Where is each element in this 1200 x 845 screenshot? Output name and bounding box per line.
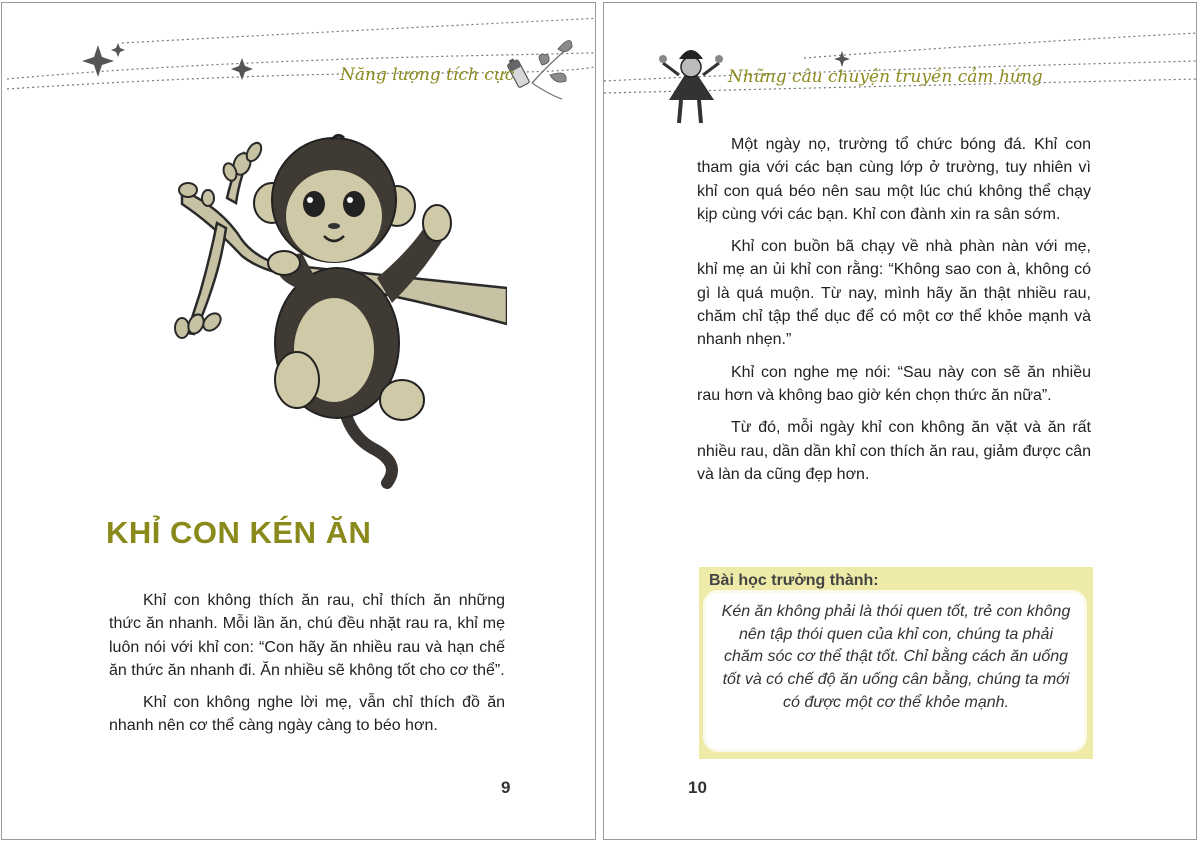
lesson-title: Bài học trưởng thành: bbox=[709, 572, 879, 589]
paragraph: Từ đó, mỗi ngày khỉ con không ăn vặt và ăn rất nhiều rau, dần dần khỉ con thích ăn rau, giảm được cân và làn da cũng đẹp hơn. bbox=[697, 419, 1091, 483]
paragraph: Khỉ con buồn bã chạy về nhà phàn nàn với mẹ, khỉ mẹ an ủi khỉ con rằng: “Không sao con à, không có gì là quá muộn. Từ nay, mình hãy ăn thật nhiều rau, chăm chỉ tập thể dục để có một cơ thể khỏe mạnh và nhanh nhẹn.” bbox=[697, 238, 1091, 349]
lesson-card bbox=[706, 593, 1084, 749]
right-page bbox=[603, 2, 1197, 840]
page-header: Những câu chuyện truyền cảm hứng bbox=[728, 67, 1043, 87]
left-page bbox=[1, 2, 596, 840]
lesson-text: Kén ăn không phải là thói quen tốt, trẻ con không nên tập thói quen của khỉ con, chúng ta phải chăm sóc cơ thể thật tốt. Chỉ bằng cách ăn uống tốt và có chế độ ăn uống cân bằng, chúng ta mới có được một cơ thể khỏe mạnh. bbox=[721, 603, 1071, 711]
paragraph: Một ngày nọ, trường tổ chức bóng đá. Khỉ con tham gia với các bạn cùng lớp ở trường, tuy nhiên vì khỉ con quá béo nên sau một lúc chú không thể chạy kịp cùng với các bạn. Khỉ con đành xin ra sân sớm. bbox=[697, 136, 1091, 223]
story-title: KHỈ CON KÉN ĂN bbox=[106, 515, 372, 550]
left-body-text bbox=[109, 589, 505, 747]
sparkle-icon bbox=[834, 51, 850, 67]
leaf-icon bbox=[532, 40, 572, 99]
header-decoration bbox=[2, 3, 596, 113]
paragraph: Khỉ con nghe mẹ nói: “Sau này con sẽ ăn nhiều rau hơn và không bao giờ kén chọn thức ăn nữa”. bbox=[697, 363, 1091, 404]
paragraph: Khỉ con không thích ăn rau, chỉ thích ăn những thức ăn nhanh. Mỗi lần ăn, chú đều nhặt rau ra, khỉ mẹ luôn nói với khỉ con: “Con hãy ăn nhiều rau và hạn chế ăn thức ăn nhanh đi. Ăn nhiều sẽ không tốt cho cơ thể”. bbox=[109, 592, 505, 679]
page-number: 9 bbox=[501, 778, 511, 797]
lesson-box bbox=[699, 567, 1093, 759]
wizard-icon bbox=[659, 50, 723, 123]
right-body-text bbox=[697, 133, 1091, 495]
sparkle-icon bbox=[82, 43, 253, 80]
monkey-illustration bbox=[162, 128, 507, 490]
page-number: 10 bbox=[688, 778, 707, 797]
paragraph: Khỉ con không nghe lời mẹ, vẫn chỉ thích đồ ăn nhanh nên cơ thể càng ngày càng to béo hơn. bbox=[109, 694, 505, 735]
page-header: Năng lượng tích cực bbox=[340, 65, 515, 85]
